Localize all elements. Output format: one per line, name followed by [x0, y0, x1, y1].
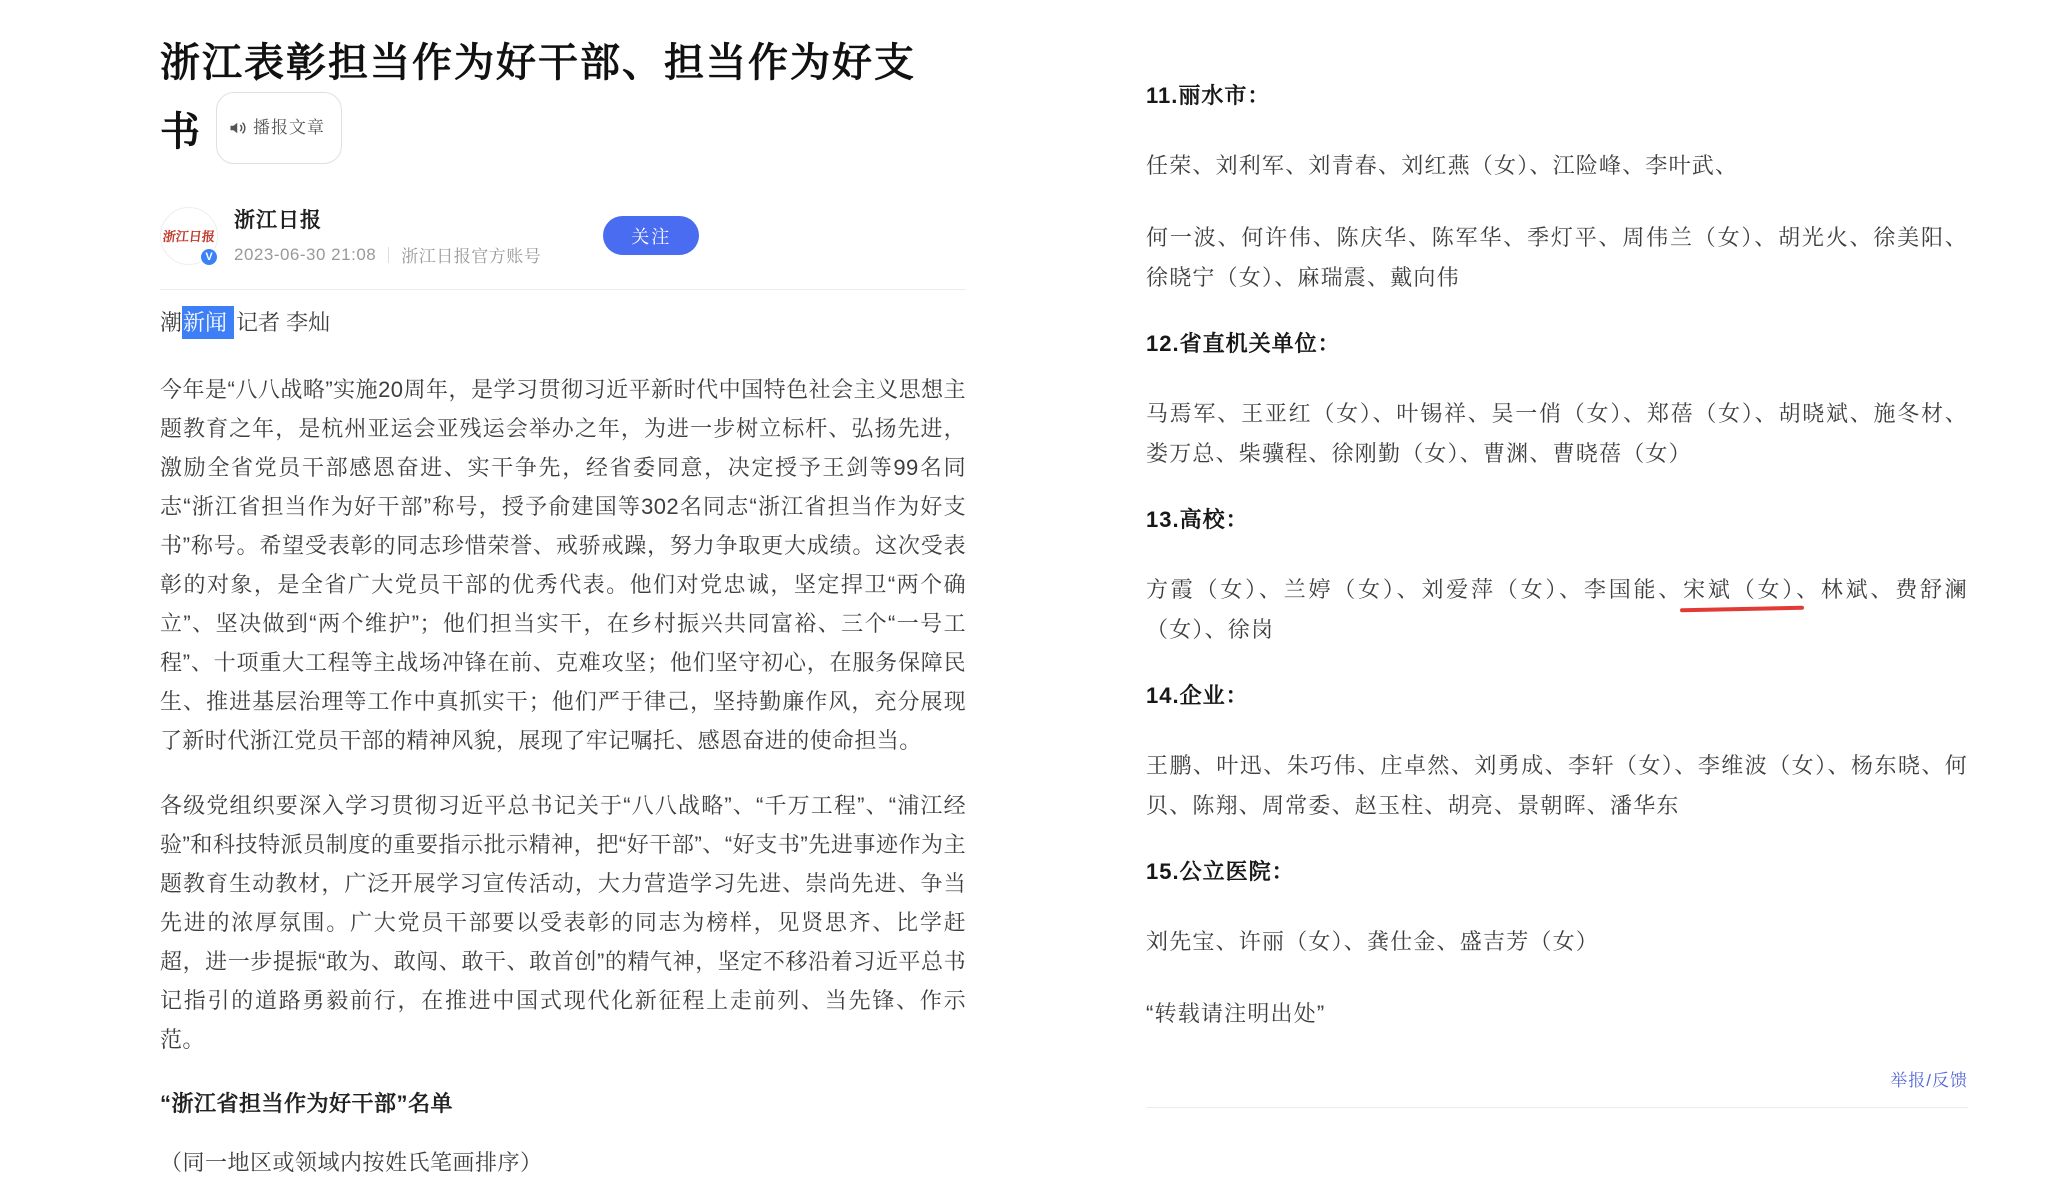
- article-title: [160, 34, 924, 164]
- byline-prefix: 潮: [160, 310, 183, 335]
- article-paragraph: 各级党组织要深入学习贯彻习近平总书记关于“八八战略”、“千万工程”、“浦江经验”和科技特派员制度的重要指示批示精神，把“好干部”、“好支书”先进事迹作为主题教育生动教材，广泛开展学习宣传活动，大力营造学习先进、崇尚先进、争当先进的浓厚氛围。广大党员干部要以受表彰的同志为榜样，见贤思齐、比学赶超，进一步提振“敢为、敢闯、敢干、敢首创”的精气神，坚定不移沿着习近平总书记指引的道路勇毅前行，在推进中国式现代化新征程上走前列、当先锋、作示范。: [160, 793, 966, 1052]
- source-logo-text: 浙江日报: [162, 229, 216, 244]
- list-title: “浙江省担当作为好干部”名单: [160, 1091, 454, 1116]
- name-list: [1146, 570, 1968, 650]
- section-heading-universities: 13.高校：: [1146, 507, 1249, 532]
- source-info: [234, 204, 541, 267]
- byline: [160, 306, 966, 340]
- byline-suffix: 记者 李灿: [236, 310, 331, 335]
- broadcast-button-label: 播报文章: [253, 118, 325, 137]
- verified-badge-icon: V: [199, 247, 219, 267]
- source-row: [160, 204, 966, 267]
- name-list-after: 、林斌、费舒澜（女）、徐岗: [1146, 577, 1968, 642]
- article-main-column: [160, 0, 966, 1177]
- broadcast-article-button[interactable]: [216, 92, 342, 164]
- name-list: 任荣、刘利军、刘青春、刘红燕（女）、江险峰、李叶武、: [1146, 153, 1739, 178]
- name-list: 刘先宝、许丽（女）、龚仕金、盛吉芳（女）: [1146, 929, 1600, 954]
- source-avatar[interactable]: [160, 207, 218, 265]
- bottom-divider: [1146, 1107, 1968, 1108]
- source-meta: [234, 242, 541, 267]
- reprint-notice: “转载请注明出处”: [1146, 1001, 1326, 1026]
- header-divider: [160, 289, 966, 290]
- red-underlined-name: 宋斌（女）: [1683, 577, 1797, 602]
- source-name[interactable]: 浙江日报: [234, 209, 322, 232]
- speaker-icon: [229, 119, 247, 137]
- section-heading-enterprises: 14.企业：: [1146, 683, 1249, 708]
- account-label: 浙江日报官方账号: [401, 247, 542, 266]
- byline-selected-text: 新闻: [182, 306, 234, 339]
- name-list: 王鹏、叶迅、朱巧伟、庄卓然、刘勇成、李轩（女）、李维波（女）、杨东晓、何贝、陈翔、周常委、赵玉柱、胡亮、景朝晖、潘华东: [1146, 753, 1968, 818]
- section-heading-lishui: 11.丽水市：: [1146, 83, 1271, 108]
- name-list-before: 方霞（女）、兰婷（女）、刘爱萍（女）、李国能、: [1146, 577, 1684, 602]
- article-title-text: 浙江表彰担当作为好干部、担当作为好支书: [160, 41, 916, 154]
- article-list-column: [1146, 0, 1968, 1108]
- publish-time: 2023-06-30 21:08: [234, 244, 377, 264]
- list-sort-note: （同一地区或领域内按姓氏笔画排序）: [160, 1150, 543, 1175]
- follow-button[interactable]: 关注: [603, 216, 699, 255]
- name-list: 马焉军、王亚红（女）、叶锡祥、吴一俏（女）、郑蓓（女）、胡晓斌、施冬材、娄万总、柴骥程、徐刚勤（女）、曹渊、曹晓蓓（女）: [1146, 401, 1968, 466]
- meta-separator: [388, 247, 389, 263]
- article-paragraph: 今年是“八八战略”实施20周年，是学习贯彻习近平新时代中国特色社会主义思想主题教育之年，是杭州亚运会亚残运会举办之年，为进一步树立标杆、弘扬先进，激励全省党员干部感恩奋进、实干争先，经省委同意，决定授予王剑等99名同志“浙江省担当作为好干部”称号，授予俞建国等302名同志“浙江省担当作为好支书”称号。希望受表彰的同志珍惜荣誉、戒骄戒躁，努力争取更大成绩。这次受表彰的对象，是全省广大党员干部的优秀代表。他们对党忠诚，坚定捍卫“两个确立”、坚决做到“两个维护”；他们担当实干，在乡村振兴共同富裕、三个“一号工程”、十项重大工程等主战场冲锋在前、克难攻坚；他们坚守初心，在服务保障民生、推进基层治理等工作中真抓实干；他们严于律己，坚持勤廉作风，充分展现了新时代浙江党员干部的精神风貌，展现了牢记嘱托、感恩奋进的使命担当。: [160, 377, 966, 753]
- section-heading-public-hospitals: 15.公立医院：: [1146, 859, 1295, 884]
- name-list: 何一波、何许伟、陈庆华、陈军华、季灯平、周伟兰（女）、胡光火、徐美阳、徐晓宁（女）、麻瑞震、戴向伟: [1146, 225, 1968, 290]
- report-feedback-link[interactable]: 举报/反馈: [1890, 1071, 1968, 1090]
- report-row: [1146, 1066, 1968, 1091]
- section-heading-provincial-organs: 12.省直机关单位：: [1146, 331, 1341, 356]
